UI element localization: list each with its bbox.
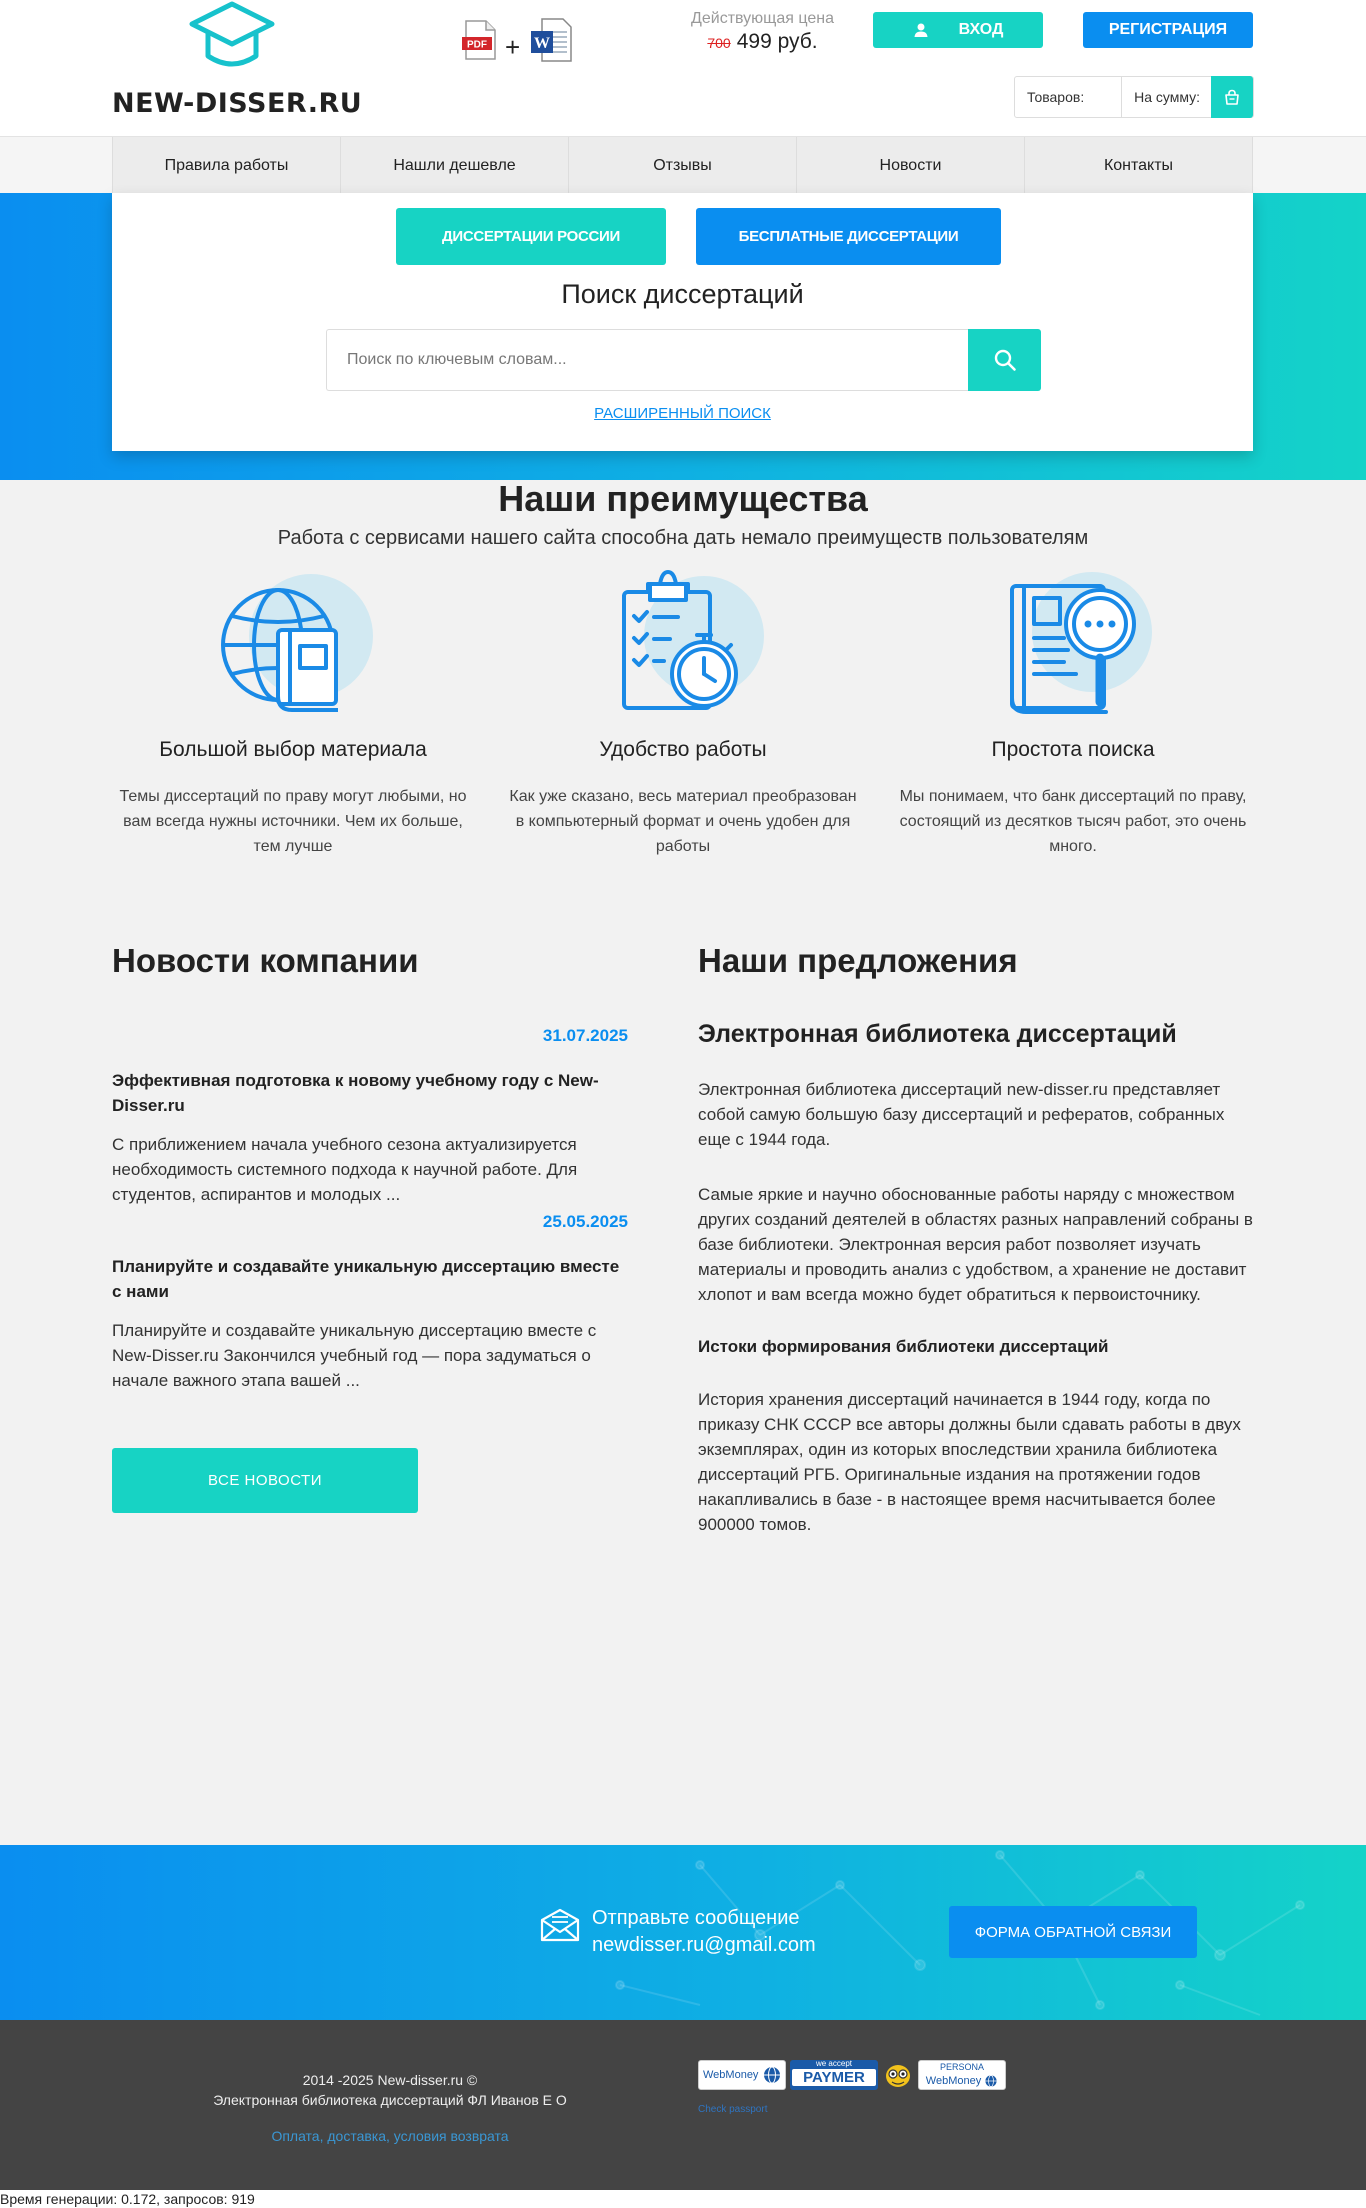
contact-line: Отправьте сообщение (592, 1907, 800, 1929)
free-dissertations-button[interactable]: БЕСПЛАТНЫЕ ДИССЕРТАЦИИ (696, 208, 1001, 265)
mail-icon (540, 1908, 580, 1942)
search-button[interactable] (968, 329, 1041, 391)
offers-heading: Истоки формирования библиотеки диссертаций (698, 1337, 1109, 1356)
persona-badge[interactable] (918, 2060, 1006, 2090)
feature-text: Темы диссертаций по праву могут любыми, но вам всегда нужны источники. Чем их больше, тем лучше (119, 788, 467, 855)
book-magnifier-icon (988, 570, 1158, 716)
advanced-search-link[interactable] (594, 405, 771, 422)
feature-title: Большой выбор материала (159, 738, 427, 761)
site-logo[interactable] (112, 0, 362, 120)
price-block (670, 10, 855, 54)
passport-mascot-icon (882, 2062, 914, 2090)
login-button[interactable] (873, 12, 1043, 48)
offers-subtitle: Электронная библиотека диссертаций (698, 1020, 1177, 1048)
site-footer (0, 2020, 1366, 2190)
login-label: ВХОД (958, 21, 1004, 38)
news-item-title[interactable]: Эффективная подготовка к новому учебному году с New-Disser.ru (112, 1071, 599, 1115)
generation-info: Время генерации: 0.172, запросов: 919 (0, 2190, 1366, 2208)
search-title: Поиск диссертаций (561, 279, 804, 309)
graduation-cap-icon (188, 0, 276, 74)
main-nav (112, 137, 1253, 194)
current-price: 499 руб. (736, 30, 818, 53)
main-navbar (0, 136, 1366, 193)
nav-item-reviews[interactable]: Отзывы (569, 137, 797, 194)
offers-paragraph: История хранения диссертаций начинается в 1944 году, когда по приказу СНК СССР все авторы должны были сдавать работы в двух экземплярах, один из которых впоследствии хранила библиотека диссертаций РГБ. Оригинальные издания на протяжении годов накапливались в базе - в настоящее время насчитывается более 900000 томов. (698, 1390, 1241, 1534)
terms-link[interactable]: Оплата, доставка, условия возврата (271, 2128, 509, 2144)
cart-button[interactable] (1211, 76, 1253, 118)
paymer-label: PAYMER (792, 2069, 876, 2086)
feature-card (108, 570, 478, 859)
cart-widget (1014, 76, 1254, 118)
pdf-icon (462, 20, 496, 60)
price-label: Действующая цена (691, 10, 834, 27)
webmoney-label: WebMoney (703, 2069, 759, 2081)
cart-sum-label: На сумму: (1134, 89, 1201, 105)
news-item (112, 1212, 628, 1393)
clipboard-stopwatch-icon (598, 570, 768, 716)
cart-goods-label: Товаров: (1015, 77, 1122, 117)
feature-title: Простота поиска (991, 738, 1155, 761)
russian-dissertations-button[interactable]: ДИССЕРТАЦИИ РОССИИ (396, 208, 666, 265)
svg-text:W: W (534, 35, 550, 52)
contact-text (592, 1905, 816, 1959)
globe-icon (984, 2074, 998, 2088)
webmoney-badge[interactable] (698, 2060, 786, 2090)
news-date: 31.07.2025 (542, 1026, 628, 1045)
old-price: 700 (707, 35, 731, 51)
news-title: Новости компании (112, 942, 419, 979)
site-header (0, 0, 1366, 136)
advanced-search-label: РАСШИРЕННЫЙ ПОИСК (594, 405, 771, 422)
feature-text: Мы понимаем, что банк диссертаций по праву, состоящий из десятков тысяч работ, это очень много. (899, 788, 1247, 855)
logo-text: NEW-DISSER.RU (112, 88, 363, 119)
paymer-badge[interactable] (790, 2060, 878, 2090)
search-input[interactable] (326, 329, 970, 391)
contact-email-link[interactable]: newdisser.ru@gmail.com (592, 1934, 816, 1956)
offers-section (698, 1020, 1258, 1537)
nav-item-contacts[interactable]: Контакты (1025, 137, 1253, 194)
paymer-accept-label: we accept (815, 2059, 853, 2068)
copyright-text: 2014 -2025 New-disser.ru © (302, 2072, 478, 2088)
offers-paragraph: Самые яркие и научно обоснованные работы наряду с множеством других созданий деятелей в областях разных направлений собраны в базе библиотеки. Электронная версия работ позволяет изучать материалы и проводить анализ с удобством, а хранение не доставит хлопот и вам всегда можно будет обратиться к первоисточнику. (698, 1185, 1253, 1304)
news-item (112, 1026, 628, 1207)
globe-icon (762, 2065, 782, 2085)
feature-title: Удобство работы (599, 738, 767, 761)
shopping-bag-icon (1224, 89, 1240, 105)
register-button[interactable]: РЕГИСТРАЦИЯ (1083, 12, 1253, 48)
nav-item-cheaper[interactable]: Нашли дешевле (341, 137, 569, 194)
svg-text:PDF: PDF (467, 39, 487, 51)
news-date: 25.05.2025 (542, 1212, 628, 1231)
feature-card (888, 570, 1258, 859)
check-passport-link[interactable]: Check passport (698, 2104, 768, 2115)
news-item-text: Планируйте и создавайте уникальную диссертацию вместе с New-Disser.ru Закончился учебный год — пора задуматься о начале важного этапа вашей ... (112, 1321, 597, 1390)
offers-title: Наши предложения (698, 942, 1018, 979)
globe-book-icon (208, 570, 378, 716)
nav-item-rules[interactable]: Правила работы (113, 137, 341, 194)
persona-webmoney-label: WebMoney (925, 2074, 982, 2087)
news-item-title[interactable]: Планируйте и создавайте уникальную диссертацию вместе с нами (112, 1257, 620, 1301)
feature-text: Как уже сказано, весь материал преобразован в компьютерный формат и очень удобен для работы (509, 788, 857, 855)
user-icon (913, 22, 929, 38)
feature-card (498, 570, 868, 859)
file-formats (462, 18, 574, 64)
advantages-subtitle: Работа с сервисами нашего сайта способна дать немало преимуществ пользователям (277, 527, 1089, 549)
feedback-form-button[interactable]: ФОРМА ОБРАТНОЙ СВЯЗИ (949, 1906, 1197, 1958)
footer-copyright (160, 2070, 620, 2110)
offers-paragraph: Электронная библиотека диссертаций new-disser.ru представляет собой самую большую базу диссертаций и рефератов, собранных еще с 1944 года. (698, 1080, 1225, 1149)
contact-band (0, 1845, 1366, 2020)
search-icon (993, 348, 1017, 372)
word-icon (530, 18, 572, 62)
news-item-text: С приближением начала учебного сезона актуализируется необходимость системного подхода к научной работе. Для студентов, аспирантов и молодых ... (112, 1135, 578, 1204)
format-plus: + (505, 32, 521, 62)
search-panel (112, 193, 1253, 451)
owner-text: Электронная библиотека диссертаций ФЛ Иванов Е О (213, 2092, 567, 2108)
nav-item-news[interactable]: Новости (797, 137, 1025, 194)
advantages-title: Наши преимущества (498, 478, 868, 519)
persona-label: PERSONA (939, 2062, 984, 2072)
all-news-button[interactable]: ВСЕ НОВОСТИ (112, 1448, 418, 1513)
